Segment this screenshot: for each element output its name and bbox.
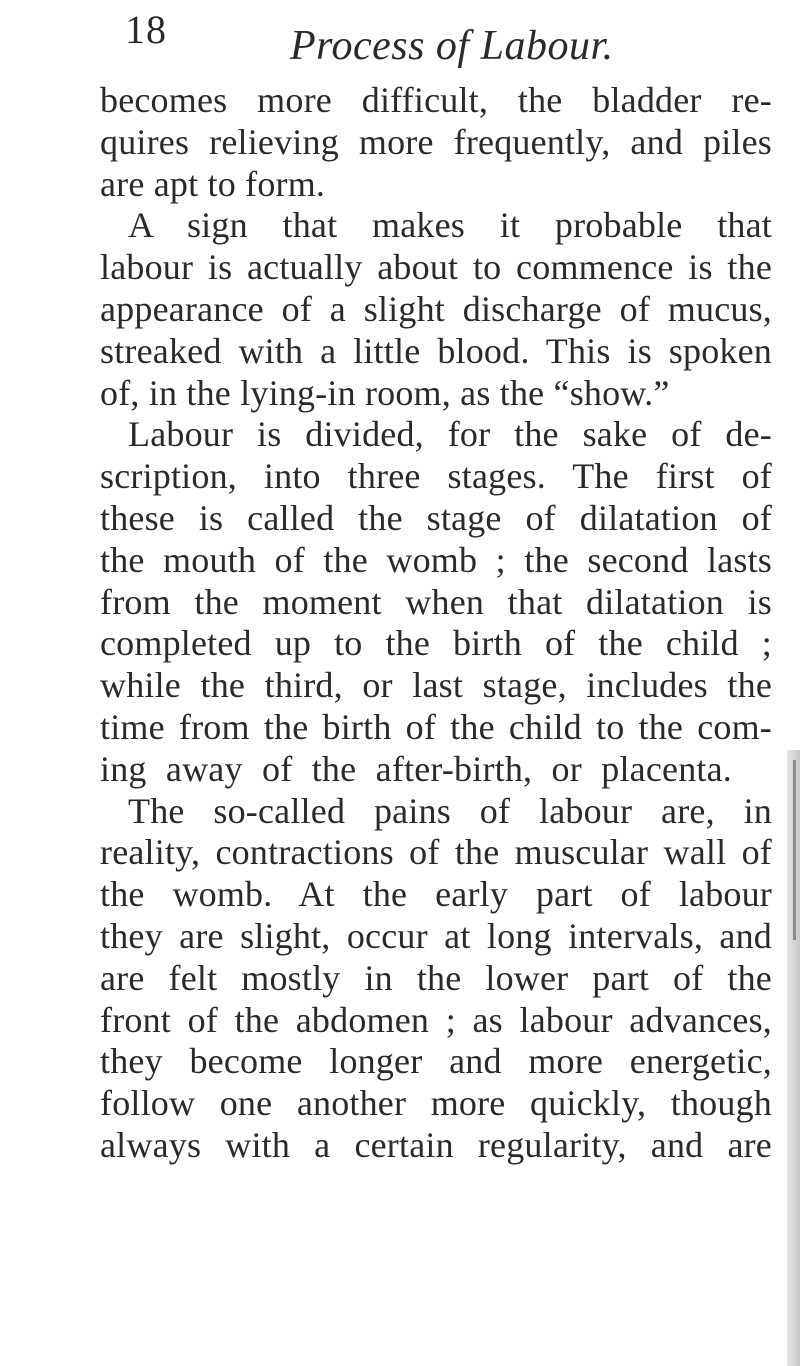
text-line: they are slight, occur at long intervals, and <box>100 915 772 956</box>
page-number: 18 <box>125 7 167 52</box>
page-edge-line <box>793 760 796 940</box>
text-line: they become longer and more energetic, <box>100 1041 772 1082</box>
text-line: appearance of a slight discharge of mucus, <box>100 288 772 329</box>
text-line: are apt to form. <box>100 163 326 204</box>
text-line: A sign that makes it probable that <box>128 205 772 246</box>
text-line: while the third, or last stage, includes the <box>100 665 772 706</box>
text-line: from the moment when that dilatation is <box>100 581 772 622</box>
text-line: the mouth of the womb ; the second lasts <box>100 539 772 580</box>
text-line: quires relieving more frequently, and piles <box>100 121 772 162</box>
running-title: Process of Labour. <box>290 23 614 69</box>
text-line: these is called the stage of dilatation of <box>100 497 772 538</box>
text-line: reality, contractions of the muscular wall of <box>100 832 772 873</box>
text-line: of, in the lying-in room, as the “show.” <box>100 372 670 413</box>
text-line: The so-called pains of labour are, in <box>128 790 772 831</box>
text-line: streaked with a little blood. This is spoken <box>100 330 772 371</box>
text-line: scription, into three stages. The first of <box>100 456 772 497</box>
text-line: labour is actually about to commence is the <box>100 247 772 288</box>
body-text <box>100 80 772 1167</box>
text-line: time from the birth of the child to the com- <box>100 706 772 747</box>
text-line: the womb. At the early part of labour <box>100 874 772 915</box>
text-line: Labour is divided, for the sake of de- <box>128 414 772 455</box>
text-line: completed up to the birth of the child ; <box>100 623 772 664</box>
text-line: follow one another more quickly, though <box>100 1083 772 1124</box>
text-line: front of the abdomen ; as labour advances, <box>100 999 772 1040</box>
text-line: becomes more difficult, the bladder re- <box>100 80 772 120</box>
text-line: always with a certain regularity, and are <box>100 1124 772 1165</box>
text-line: are felt mostly in the lower part of the <box>100 957 772 998</box>
text-line: ing away of the after-birth, or placenta. <box>100 748 732 789</box>
